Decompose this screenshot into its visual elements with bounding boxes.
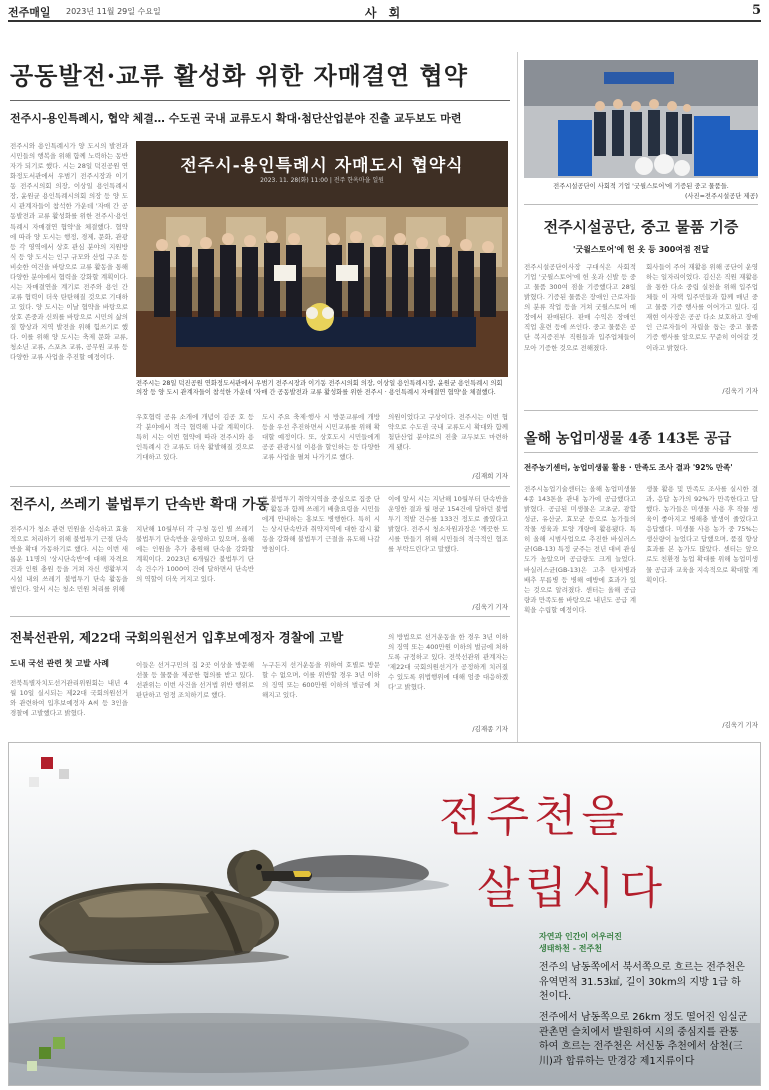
ad-paragraph-1: 전주의 남동쪽에서 북서쪽으로 흐르는 전주천은 유역면적 31.53㎢, 길이 30km의 지방 1급 하천이다. bbox=[539, 962, 745, 1002]
agri-col-2: 생물 활용 및 만족도 조사를 실시한 결과, 응답 농가의 92%가 만족한다고 답했다. 농가들은 미생물 사용 후 작물 생육이 좋아지고 병해충 발생이 줄었다고 응답했다. 미생물 사용 농가 중 75%는 생산량이 늘었다고 답했으며, 품질 향상 효과를 본 농가도 많았다. 센터는 앞으로도 친환경 농업 확대를 위해 농업미생물 공급과 교육을 지속적으로 확대할 계획이다. bbox=[646, 485, 758, 584]
page-number: 5 bbox=[751, 3, 761, 18]
newspaper-name: 전주매일 bbox=[8, 6, 51, 19]
agri-byline: /김욱기 기자 bbox=[722, 721, 758, 729]
ad-title-line-1: 전주천을 bbox=[439, 791, 630, 842]
ad-tagline-2: 생태하천 - 전주천 bbox=[539, 944, 602, 953]
election-headline: 전북선관위, 제22대 국회의원선거 입후보예정자 경찰에 고발 bbox=[10, 630, 344, 645]
donation-photo-caption: 전주시설공단이 사회적 기업 '굿윌스토어'에 기증된 중고 물품들. bbox=[553, 183, 729, 190]
election-col-4: 의 방법으로 선거운동을 한 경우 3년 이하의 징역 또는 400만원 이하의 벌금에 처하도록 규정하고 있다. 전북선관위 관계자는 '제22대 국회의원선거가 공정하게 치러질 수 있도록 위법행위에 대해 엄중 대응하겠다'고 밝혔다. bbox=[388, 633, 508, 692]
section-title: 사 회 bbox=[364, 6, 405, 20]
waste-headline: 전주시, 쓰레기 불법투기 단속반 확대 가동 bbox=[10, 497, 270, 513]
donation-col-2: 회사들이 주어 재활용 위해 공단이 운영하는 일자리이었다. 김신은 직원 재활용을 통한 다소 중립 실천을 위해 입주업체들 이 자택 입주민들과 함께 매년 중고 물품 기증 행사를 이어가고 있다. 김재현 이사장은 공공 다소 보호하고 장애인 근로자들이 자립을 돕는 중고 물품 기증 행사를 앞으로도 꾸준히 이어갈 것이라고 밝혔다. bbox=[646, 263, 758, 352]
divider bbox=[524, 452, 758, 453]
river-ad bbox=[8, 742, 761, 1086]
lead-subhead: 전주시-용인특례시, 협약 체결… 수도권 국내 교류도시 확대·첨단산업분야 진출 교두보도 마련 bbox=[10, 112, 462, 125]
agri-headline: 올해 농업미생물 4종 143톤 공급 bbox=[524, 431, 732, 447]
waste-col-1: 전주시가 청소 관련 민원을 신속하고 효율적으로 처리하기 위해 불법투기 근절 단속반을 확대 가동하기로 했다. 시는 이번 새롭운 11명의 '상시단속반'에 대해 자격요건과 인원 충원 등을 거쳐 자신 생활부지 시설 내외 쓰레기 불법투기 단속 활동을 벌인다. 앞서 시는 청소 민원 처리를 위해 bbox=[10, 525, 128, 594]
ad-title-line-2: 살립시다 bbox=[477, 863, 668, 914]
election-col-1: 전북특별자치도선거관리위원회는 내년 4월 10일 실시되는 제22대 국회의원선거와 관련하여 입후보예정자 A씨 등 3인을 경찰에 고발했다고 밝혔다. bbox=[10, 679, 128, 718]
donation-col-1: 전주시설공단이사장 구대식은 사회적 기업 '굿윌스토어'에 헌 옷과 신발 등 중고 물품 300여 점을 기증했다고 28일 밝혔다. 기증된 물품은 장애인 근로자들의 분류 작업 등을 거쳐 굿윌스토어 매장에서 판매된다. 판매 수익은 장애인 직업 훈련 등에 쓰인다. 중고 물품은 공단 복지증진부 직원들과 입주업체들이 모아 기증한 것으로 전해졌다. bbox=[524, 263, 636, 352]
lead-byline: /김재희 기자 bbox=[472, 472, 508, 480]
agri-col-1: 전주시농업기술센터는 올해 농업미생물 4종 143톤을 관내 농가에 공급했다고 밝혔다. 공급된 미생물은 고초균, 광합성균, 유산균, 효모균 등으로 농가들의 작물 생육과 토양 개량에 활용됐다. 특히 올해 시범사업으로 추진한 바실러스균(GB-13) 특정 균주는 전년 대비 관심도가 높았으며 공급량도 크게 늘었다. 바실러스균(GB-13)은 고추 탄저병과 배추 무름병 등 병해 예방에 효과가 있는 것으로 알려졌다. 센터는 올해 공급량과 만족도를 바탕으로 내년도 공급 계획을 수립할 예정이다. bbox=[524, 485, 636, 614]
issue-date: 2023년 11월 29일 수요일 bbox=[66, 7, 161, 16]
election-subhead: 도내 국선 관련 첫 고발 사례 bbox=[10, 659, 109, 668]
divider bbox=[524, 204, 758, 205]
election-col-3: 누구든지 선거운동을 위하여 호별로 방문할 수 없으며, 이를 위반할 경우 3년 이하의 징역 또는 600만원 이하의 벌금에 처해지고 있다. bbox=[262, 661, 380, 700]
waste-byline: /김욱기 기자 bbox=[472, 603, 508, 611]
lead-col-4: 의원이었다고 구상이다. 전주시는 이번 협약으로 수도권 국내 교류도시 확대와 함께 첨단산업 분야로의 진출 교두보도 마련하게 됐다. bbox=[388, 413, 508, 452]
waste-col-3: 등 불법투기 취약지역을 중심으로 집중 단속 활동과 함께 쓰레기 배출요령을 시민들에게 안내하는 홍보도 병행한다. 특히 시는 상시단속반과 취약지역에 대한 감시 활동을 강화해 불법투기 근절을 유도해 나갈 방침이다. bbox=[262, 495, 380, 554]
ceremony-banner-subtitle: 2023. 11. 28(화) 11:00 | 전주 한옥마을 일원 bbox=[260, 177, 384, 184]
divider bbox=[524, 410, 758, 411]
donation-photo bbox=[524, 60, 758, 178]
donation-byline: /김욱기 기자 bbox=[722, 387, 758, 395]
ceremony-banner-title: 전주시-용인특례시 자매도시 협약식 bbox=[180, 156, 464, 176]
lead-photo bbox=[136, 141, 508, 377]
divider bbox=[10, 486, 510, 487]
lead-col-1: 전주시와 용인특례시가 양 도시의 발전과 시민들의 행복을 위해 함께 노력하는 동반자가 되기로 했다. 시는 28일 덕진공원 연화정도서관에서 우범기 전주시장과 이기동 전주시의회 의장, 이상일 용인특례시장, 윤원균 용인특례시의회 의장 등 양 도시 관계자들이 참석한 가운데 '자매 간 공동발전과 교류 활성화를 위한 전주시·용인특례시 자매결연 협약'을 체결했다. 협약에 따라 양 도시는 행정, 경제, 문화, 관광 등 각 영역에서 상호 관심 분야의 지원방식 등 양 도시는 인구 규모와 산업 구조 등 비슷한 여건을 바탕으로 교류 활동을 통해 다양한 분야에서 협력을 강화할 계획이다. 시는 자매결연을 계기로 전주와 용인 간 교류 협력이 더욱 탄탄해질 것으로 기대하고 있다. 양 도시는 이날 협약을 바탕으로 상호 존중과 신뢰를 바탕으로 시민의 삶의 질 향상과 지역 발전을 위해 힘쓰기로 했다. 이를 위해 양 도시는 축제 문화 교류, 청소년 교류, 스포츠 교류, 공무원 교류 등 다양한 교류 사업을 추진할 예정이다. bbox=[10, 142, 128, 362]
lead-col-3: 도시 주요 축제·행사 시 방문교류에 개방 등을 우선 추진하면서 시민교류를 위해 확대할 예정이다. 또, 상호도시 시민들에게 공공 관광시설 이용을 할인하는 등 다양한 교류 사업을 펼쳐 나가기로 했다. bbox=[262, 413, 380, 462]
lead-photo-caption: 전주시는 28일 덕진공원 연화정도서관에서 우범기 전주시장과 이기동 전주시의회 의장, 이상일 용인특례시장, 윤원균 용인특례시 의회 의장 등 양 도시 관계자들이 참석한 가운데 '자매 간 공동발전과 교류 활성화를 위한 전주시 · 용인특례시 자매결연 협약'을 체결했다. bbox=[136, 380, 503, 397]
donation-subhead: '굿윌스토어'에 헌 옷 등 300여점 전달 bbox=[573, 245, 709, 254]
divider bbox=[10, 616, 510, 617]
lead-headline: 공동발전·교류 활성화 위한 자매결연 협약 bbox=[10, 61, 468, 90]
donation-headline: 전주시설공단, 중고 물품 기증 bbox=[543, 218, 739, 236]
ad-paragraph-2: 전주에서 남동쪽으로 26km 정도 떨어진 임실군 관촌면 슬치에서 발원하여 시의 중심지를 관통 하여 흐르는 전주천은 서신동 추천에서 삼천(三川)과 합류하는 만경강 제1지류이다 bbox=[539, 1012, 748, 1067]
waste-col-2: 지난해 10월부터 각 구청 동인 별 쓰레기 불법투기 단속반을 운영하고 있으며, 올해에는 인원을 추가 충원해 단속을 강화할 계획이다. 2023년 6개월간 불법투기 단속 건수가 1000여 건에 달하면서 단속반의 역할이 더욱 커지고 있다. bbox=[136, 525, 254, 584]
ad-tagline-1: 자연과 인간이 어우러진 bbox=[539, 932, 622, 941]
lead-col-2: 우호협력 공유 소개에 개념이 김공 호 등 각 분야에서 적극 협력해 나갈 계획이다. 특히 시는 이번 협약에 따라 전주시와 용인특례시 간 교류도 더욱 활발해질 것으로 기대하고 있다. bbox=[136, 413, 254, 462]
donation-illustration bbox=[524, 60, 758, 178]
waste-col-4: 이에 앞서 시는 지난해 10월부터 단속반을 운영한 결과 월 평균 154건에 달하던 불법투기 적발 건수를 133건 정도로 줄였다고 밝혔다. 전주시 청소자원과장은 '깨끗한 도시를 만들기 위해 시민들의 적극적인 협조를 부탁드린다'고 말했다. bbox=[388, 495, 508, 554]
page-header bbox=[8, 4, 761, 22]
donation-photo-credit: (사진=전주시설공단 제공) bbox=[684, 193, 758, 200]
election-col-2: 이들은 선거구민의 집 2곳 이상을 방문해 선물 등 물품을 제공한 혐의를 받고 있다. 선관위는 이번 사건을 선거법 위반 행위로 판단하고 엄정 조치하기로 했다. bbox=[136, 661, 254, 700]
election-byline: /김재종 기자 bbox=[472, 725, 508, 733]
divider bbox=[10, 100, 510, 101]
agri-subhead: 전주농기센터, 농업미생물 활용 · 만족도 조사 결과 '92% 만족' bbox=[524, 463, 733, 472]
